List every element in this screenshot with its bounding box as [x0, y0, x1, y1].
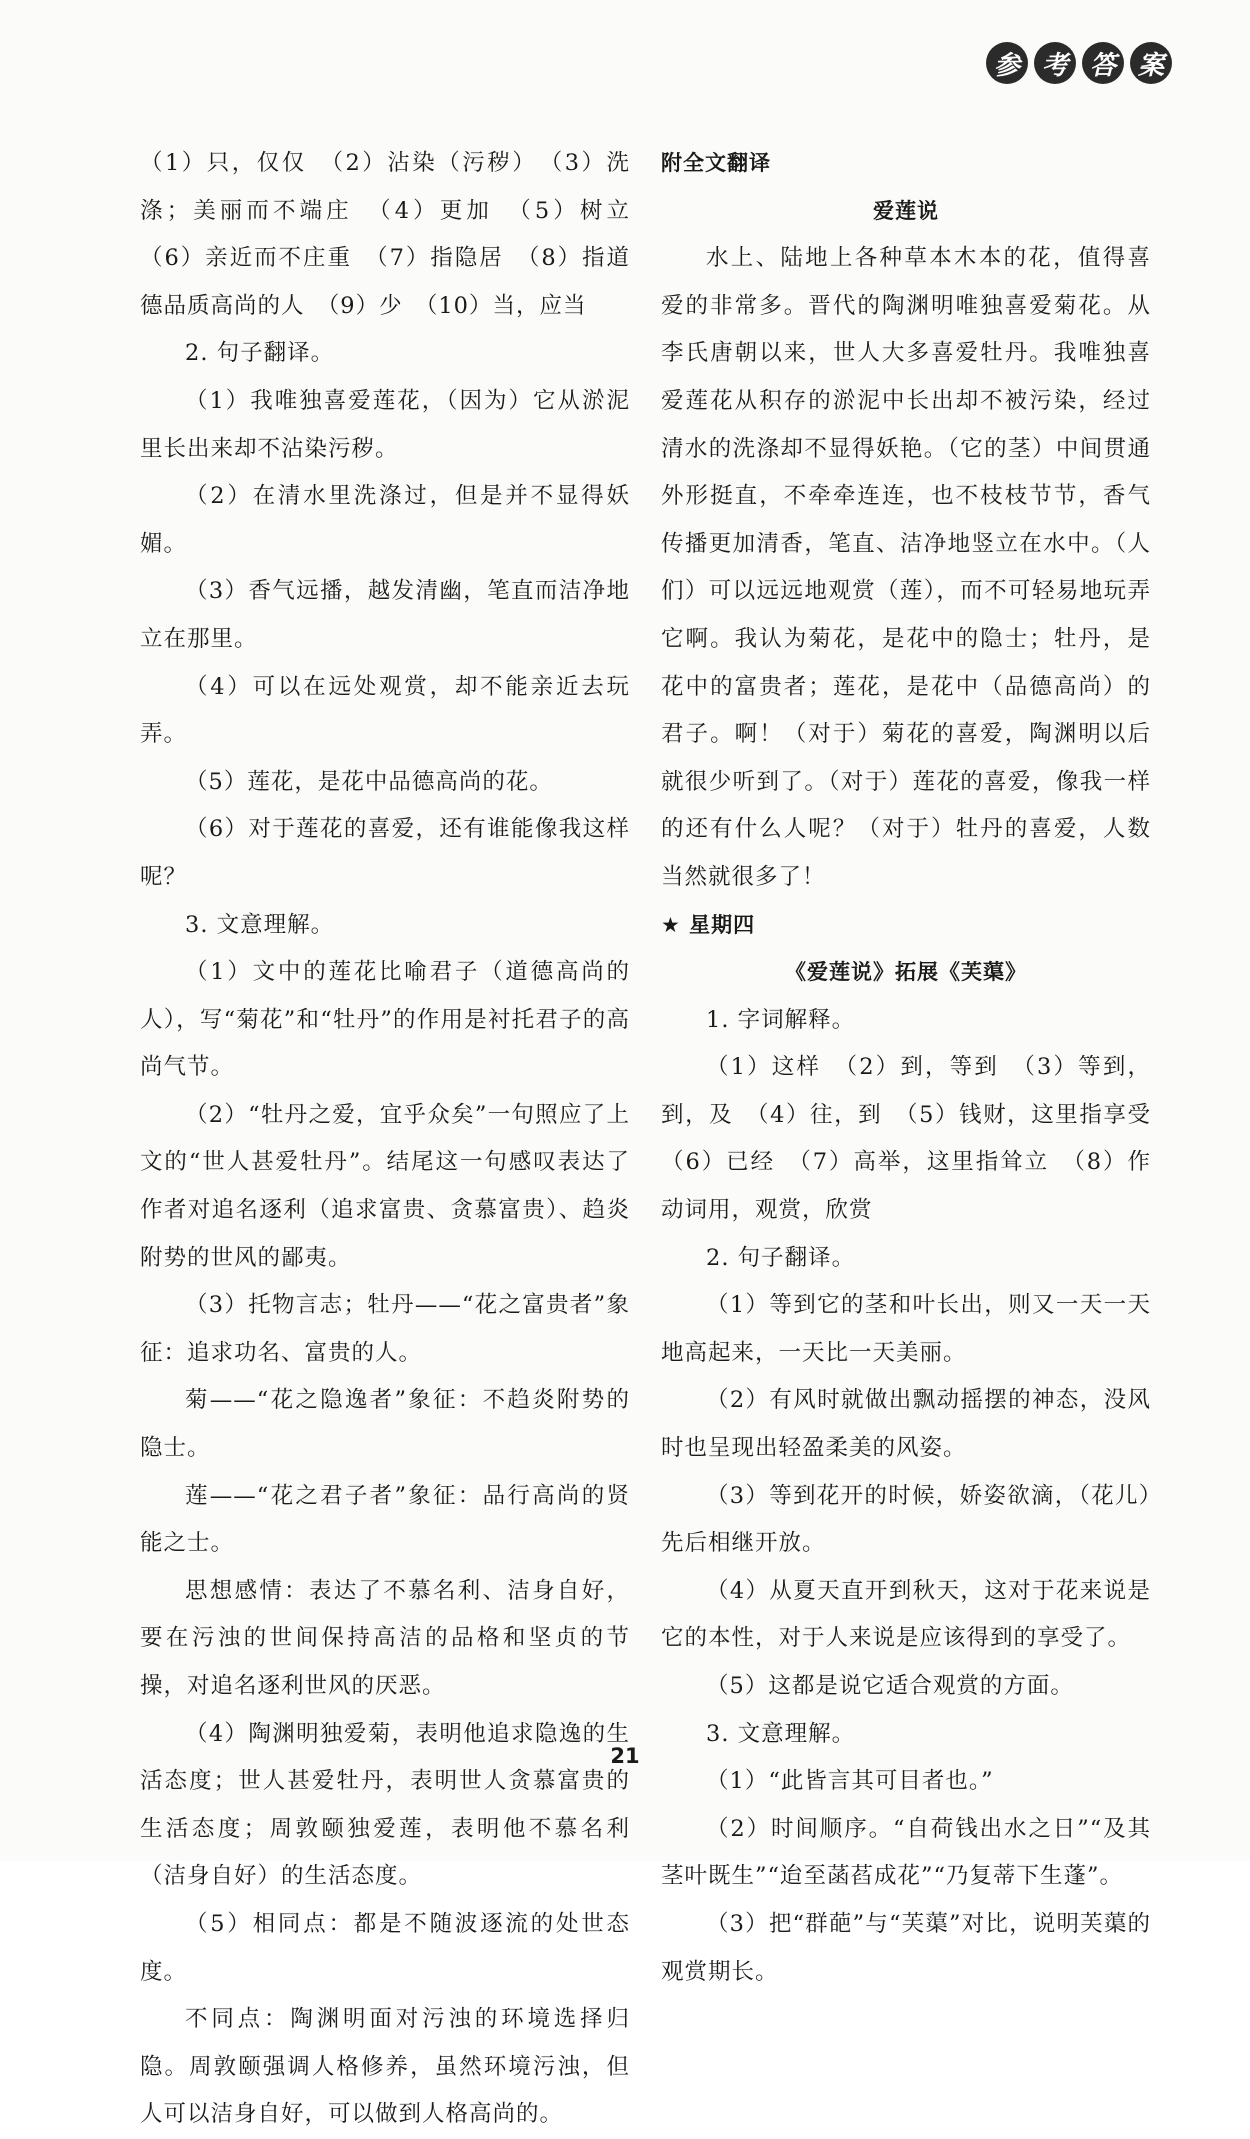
paragraph: （1）等到它的茎和叶长出，则又一天一天地高起来，一天比一天美丽。 [661, 1292, 1151, 1366]
paragraph: （4）从夏天直开到秋天，这对于花来说是它的本性，对于人来说是应该得到的享受了。 [661, 1577, 1151, 1652]
paragraph: 1. 字词解释。 [706, 1006, 856, 1033]
paragraph: （2）时间顺序。“自荷钱出水之日”“及其茎叶既生”“迨至菡萏成花”“乃复蒂下生蓬”。 [661, 1815, 1151, 1890]
paragraph: （3）等到花开的时候，娇姿欲滴，（花儿）先后相继开放。 [661, 1482, 1151, 1557]
paragraph: （2）有风时就做出飘动摇摆的神态，没风时也呈现出轻盈柔美的风姿。 [661, 1387, 1151, 1462]
day-heading: ★ 星期四 [661, 912, 756, 937]
badge-char: 答 [1082, 42, 1124, 84]
badge-char: 考 [1034, 42, 1076, 84]
paragraph: （1）这样 （2）到，等到 （3）等到，到，及 （4）往，到 （5）钱财，这里指享受 （6）已经 （7）高举，这里指耸立 （8）作动词用，观赏，欣赏 [661, 1054, 1175, 1224]
paragraph: （3）托物言志；牡丹——“花之富贵者”象征：追求功名、富贵的人。 [140, 1292, 630, 1366]
paragraph: 思想感情：表达了不慕名利、洁身自好，要在污浊的世间保持高洁的品格和坚贞的节操，对追名逐利世风的厌恶。 [140, 1577, 630, 1699]
paragraph: （5）这都是说它适合观赏的方面。 [706, 1673, 1074, 1699]
paragraph: （5）莲花，是花中品德高尚的花。 [185, 768, 553, 795]
paragraph: 菊——“花之隐逸者”象征：不趋炎附势的隐士。 [140, 1387, 630, 1462]
essay-title: 爱莲说 [873, 198, 939, 223]
paragraph: （5）相同点：都是不随波逐流的处世态度。 [140, 1910, 630, 1985]
paragraph: （6）对于莲花的喜爱，还有谁能像我这样呢？ [140, 816, 630, 890]
paragraph: 3. 文意理解。 [706, 1720, 856, 1747]
paragraph: 2. 句子翻译。 [706, 1244, 856, 1271]
paragraph: （1）只，仅仅 （2）沾染（污秽） （3）洗涤；美丽而不端庄 （4）更加 （5）树立 （6）亲近而不庄重 （7）指隐居 （8）指道德品质高尚的人 （9）少 （10）当，应当 [140, 150, 654, 319]
paragraph: （1）文中的莲花比喻君子（道德高尚的人），写“菊花”和“牡丹”的作用是衬托君子的高尚气节。 [140, 959, 630, 1081]
paragraph: （1）“此皆言其可目者也。” [706, 1768, 994, 1795]
page-number: 21 [610, 1744, 640, 1768]
right-column [661, 140, 1175, 1996]
paragraph: （4）可以在远处观赏，却不能亲近去玩弄。 [140, 673, 630, 748]
reference-answer-badge [986, 42, 1172, 84]
paragraph: （3）香气远播，越发清幽，笔直而洁净地立在那里。 [140, 578, 630, 652]
paragraph: （4）陶渊明独爱菊，表明他追求隐逸的生活态度；世人甚爱牡丹，表明世人贪慕富贵的生活态度；周敦颐独爱莲，表明他不慕名利（洁身自好）的生活态度。 [140, 1720, 630, 1890]
section-title: 《爱莲说》拓展《芙蕖》 [785, 960, 1027, 985]
badge-char: 参 [986, 42, 1028, 84]
paragraph: 3. 文意理解。 [185, 911, 335, 938]
left-column [140, 140, 654, 2139]
appendix-title: 附全文翻译 [661, 151, 771, 175]
paragraph: 2. 句子翻译。 [185, 340, 335, 367]
badge-char: 案 [1130, 42, 1172, 84]
paragraph: （2）“牡丹之爱，宜乎众矣”一句照应了上文的“世人甚爱牡丹”。结尾这一句感叹表达了作者对追名逐利（追求富贵、贪慕富贵）、趋炎附势的世风的鄙夷。 [140, 1101, 630, 1271]
paragraph: （3）把“群葩”与“芙蕖”对比，说明芙蕖的观赏期长。 [661, 1910, 1151, 1985]
paragraph: 莲——“花之君子者”象征：品行高尚的贤能之士。 [140, 1482, 630, 1557]
paragraph: 不同点：陶渊明面对污浊的环境选择归隐。周敦颐强调人格修养，虽然环境污浊，但人可以洁身自好，可以做到人格高尚的。 [140, 2006, 630, 2128]
paragraph: （1）我唯独喜爱莲花，（因为）它从淤泥里长出来却不沾染污秽。 [140, 387, 630, 462]
translation-paragraph: 水上、陆地上各种草本木本的花，值得喜爱的非常多。晋代的陶渊明唯独喜爱菊花。从李氏唐朝以来，世人大多喜爱牡丹。我唯独喜爱莲花从积存的淤泥中长出却不被污染，经过清水的洗涤却不显得妖艳。（它的茎）中间贯通外形挺直，不牵牵连连，也不枝枝节节，香气传播更加清香，笔直、洁净地竖立在水中。（人们）可以远远地观赏（莲），而不可轻易地玩弄它啊。我认为菊花，是花中的隐士；牡丹，是花中的富贵者；莲花，是花中（品德高尚）的君子。啊！（对于）菊花的喜爱，陶渊明以后就很少听到了。（对于）莲花的喜爱，像我一样的还有什么人呢？（对于）牡丹的喜爱，人数当然就很多了！ [661, 245, 1151, 890]
paragraph: （2）在清水里洗涤过，但是并不显得妖媚。 [140, 483, 630, 557]
